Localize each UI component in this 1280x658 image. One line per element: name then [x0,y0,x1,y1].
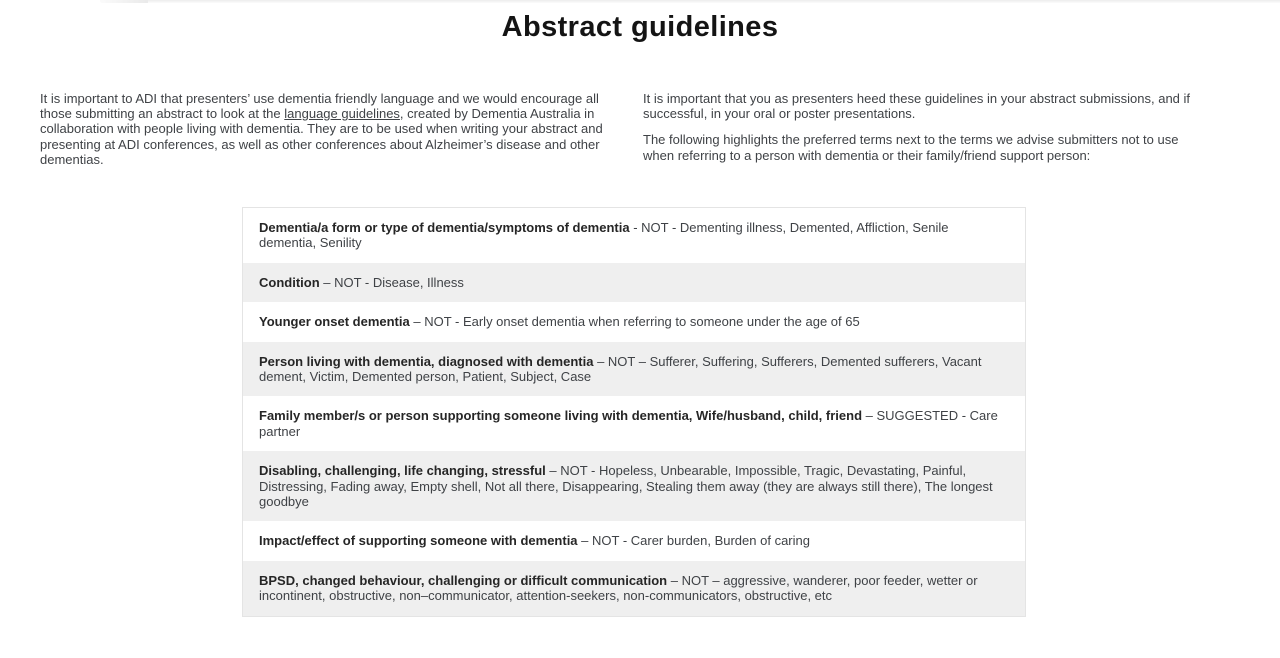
guidelines-table [242,207,1026,617]
preferred-term: Person living with dementia, diagnosed with dementia [259,353,594,369]
top-edge-smudge [100,0,150,3]
intro-left-text-before: It is important to ADI that presenters’ use dementia friendly language and we would encourage all those submitting an abstract to look at the [40,91,599,122]
guideline-row [243,561,1025,616]
top-edge-line [148,0,1280,3]
avoid-terms: – NOT – aggressive, wanderer, poor feeder, wetter or incontinent, obstructive, non–communicator, attention-seekers, non-communicators, obstructive, etc [259,572,978,604]
guideline-row [243,521,1025,560]
guideline-row [243,302,1025,341]
guideline-row [243,208,1025,263]
preferred-term: Impact/effect of supporting someone with dementia [259,533,578,549]
language-guidelines-link[interactable]: language guidelines [284,106,400,122]
guideline-row [243,396,1025,451]
preferred-term: BPSD, changed behaviour, challenging or difficult communication [259,572,668,588]
intro-right-column [643,91,1213,163]
guideline-row [243,451,1025,521]
intro-left-text-after: , created by Dementia Australia in collaboration with people living with dementia. They are to be used when writing your abstract and presenting at ADI conferences, as well as other conferences about Alzheimer’s disease and other dementias. [40,106,603,167]
preferred-term: Dementia/a form or type of dementia/symptoms of dementia [259,220,630,235]
preferred-term: Younger onset dementia [259,314,410,330]
guideline-row [243,263,1025,302]
preferred-term: Family member/s or person supporting someone living with dementia, Wife/husband, child, friend [259,408,863,424]
avoid-terms: – NOT - Disease, Illness [319,274,464,290]
avoid-terms: – NOT - Hopeless, Unbearable, Impossible, Tragic, Devastating, Painful, Distressing, Fading away, Empty shell, Not all there, Disappearing, Stealing them away (they are always still there), The longest goodbye [259,463,993,510]
avoid-terms: – NOT - Carer burden, Burden of caring [577,533,810,549]
intro-right-paragraph-1: It is important that you as presenters heed these guidelines in your abstract submissions, and if successful, in your oral or poster presentations. [643,91,1191,122]
preferred-term: Condition [259,274,320,290]
avoid-terms: - NOT - Dementing illness, Demented, Affliction, Senile dementia, Senility [259,220,949,251]
avoid-terms: – NOT – Sufferer, Suffering, Sufferers, Demented sufferers, Vacant dement, Victim, Demented person, Patient, Subject, Case [259,353,982,385]
page-title: Abstract guidelines [501,11,779,43]
avoid-terms: – NOT - Early onset dementia when referring to someone under the age of 65 [409,314,860,330]
intro-right-paragraph-2: The following highlights the preferred terms next to the terms we advise submitters not to use when referring to a person with dementia or their family/friend support person: [643,132,1179,163]
intro-left-paragraph [40,91,622,167]
preferred-term: Disabling, challenging, life changing, stressful [259,463,546,479]
avoid-terms: – SUGGESTED - Care partner [259,408,998,439]
guideline-row [243,342,1025,397]
